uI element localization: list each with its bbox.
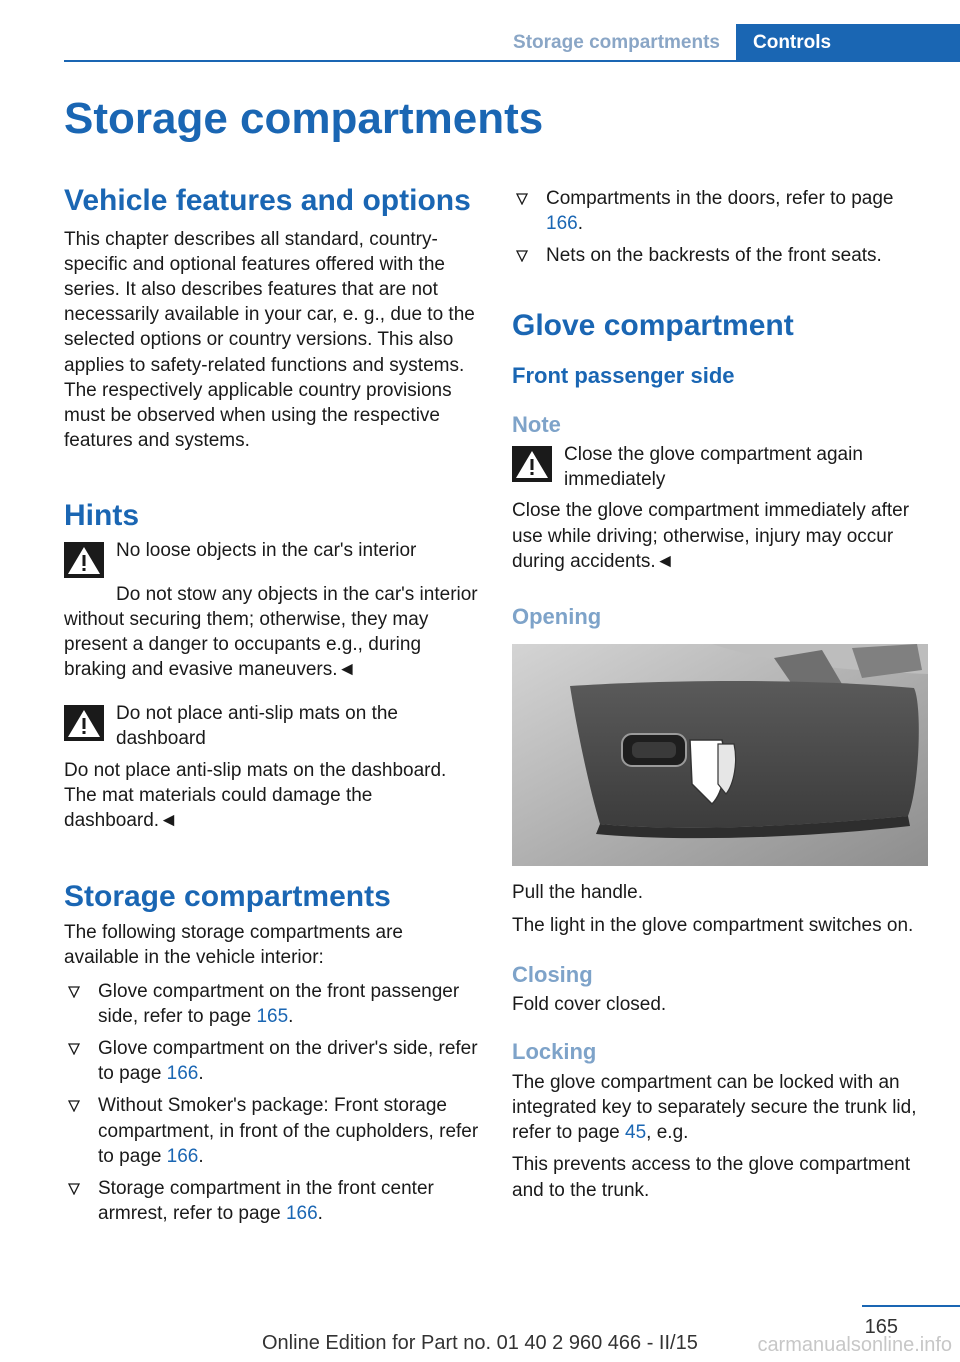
glove-compartment-photo [512, 644, 928, 866]
storage-intro: The following storage compartments are available in the vehicle interior: [64, 922, 403, 969]
warning-text: Do not stow any objects in the car's interior without securing them; otherwise, they may present a danger to occupants e.g., during braking and evasive maneuvers.◄ [64, 583, 478, 681]
front-passenger-heading: Front passenger side [512, 363, 735, 389]
list-item: Without Smoker's package: Front storage compartment, in front of the cupholders, refer to page 166. [64, 1093, 482, 1169]
warning-loose-objects [64, 538, 482, 576]
header-chapter-tab[interactable]: Controls [736, 24, 960, 62]
warning-triangle-icon [64, 542, 104, 578]
page-header [64, 24, 960, 62]
opening-text: Pull the handle. [512, 882, 643, 904]
right-column [512, 184, 930, 1203]
features-heading: Vehicle features and options [64, 184, 471, 217]
warning-title: Do not place anti-slip mats on the dashboard [116, 702, 398, 749]
triangle-bullet-icon [68, 1183, 80, 1195]
storage-list-continued [512, 186, 930, 269]
footer-rule [862, 1305, 960, 1307]
list-item: Storage compartment in the front center armrest, refer to page 166. [64, 1176, 482, 1226]
warning-anti-slip-mats [64, 701, 482, 751]
locking-text-access: This prevents access to the glove compartment and to the trunk. [512, 1154, 911, 1201]
triangle-bullet-icon [68, 1100, 80, 1112]
note-title: Close the glove compartment again immediately [564, 443, 863, 491]
triangle-bullet-icon [68, 986, 80, 998]
list-item: Glove compartment on the driver's side, refer to page 166. [64, 1036, 482, 1086]
warning-title: No loose objects in the car's interior [116, 539, 417, 561]
page-link[interactable]: 166 [166, 1145, 199, 1167]
warning-text: Do not place anti-slip mats on the dashboard. The mat materials could damage the dashboard.◄ [64, 760, 447, 832]
locking-heading: Locking [512, 1039, 597, 1065]
page-number: 165 [864, 1316, 898, 1338]
hints-heading: Hints [64, 499, 139, 533]
opening-text-light: The light in the glove compartment switches on. [512, 914, 914, 936]
storage-list [64, 979, 482, 1227]
warning-triangle-icon [64, 705, 104, 741]
note-warning [512, 442, 930, 492]
left-column [64, 184, 482, 1233]
header-section-label: Storage compartments [513, 32, 720, 53]
closing-heading: Closing [512, 961, 593, 987]
closing-text: Fold cover closed. [512, 994, 667, 1016]
list-item: Compartments in the doors, refer to page 166. [512, 186, 930, 236]
locking-text: The glove compartment can be locked with an integrated key to separately secure the trunk lid, refer to page 45, e.g. [512, 1071, 917, 1144]
storage-heading: Storage compartments [64, 879, 391, 913]
list-item: Nets on the backrests of the front seats. [512, 243, 930, 268]
list-item: Glove compartment on the front passenger side, refer to page 165. [64, 979, 482, 1029]
triangle-bullet-icon [68, 1043, 80, 1055]
page-link[interactable]: 165 [256, 1005, 289, 1027]
note-text: Close the glove compartment immediately after use while driving; otherwise, injury may occur during accidents.◄ [512, 500, 910, 572]
page-link[interactable]: 45 [625, 1122, 647, 1144]
watermark: carmanualsonline.info [757, 1334, 952, 1356]
note-heading: Note [512, 411, 561, 437]
features-text: This chapter describes all standard, country-specific and optional features offered with the series. It also describes features that are not necessarily available in your car, e. g., due to the selected options or country versions. This also applies to safety-related functions and systems. The respectively applicable country provisions must be observed when using the respective features and systems. [64, 228, 475, 452]
triangle-bullet-icon [516, 193, 528, 205]
page-title: Storage compartments [64, 94, 544, 143]
warning-triangle-icon [512, 446, 552, 482]
page-link[interactable]: 166 [166, 1063, 199, 1085]
opening-heading: Opening [512, 603, 602, 629]
triangle-bullet-icon [516, 250, 528, 262]
edition-footer: Online Edition for Part no. 01 40 2 960 466 - II/15 [262, 1332, 698, 1354]
glove-compartment-heading: Glove compartment [512, 308, 794, 342]
page-link[interactable]: 166 [546, 213, 578, 235]
page-link[interactable]: 166 [285, 1203, 318, 1225]
